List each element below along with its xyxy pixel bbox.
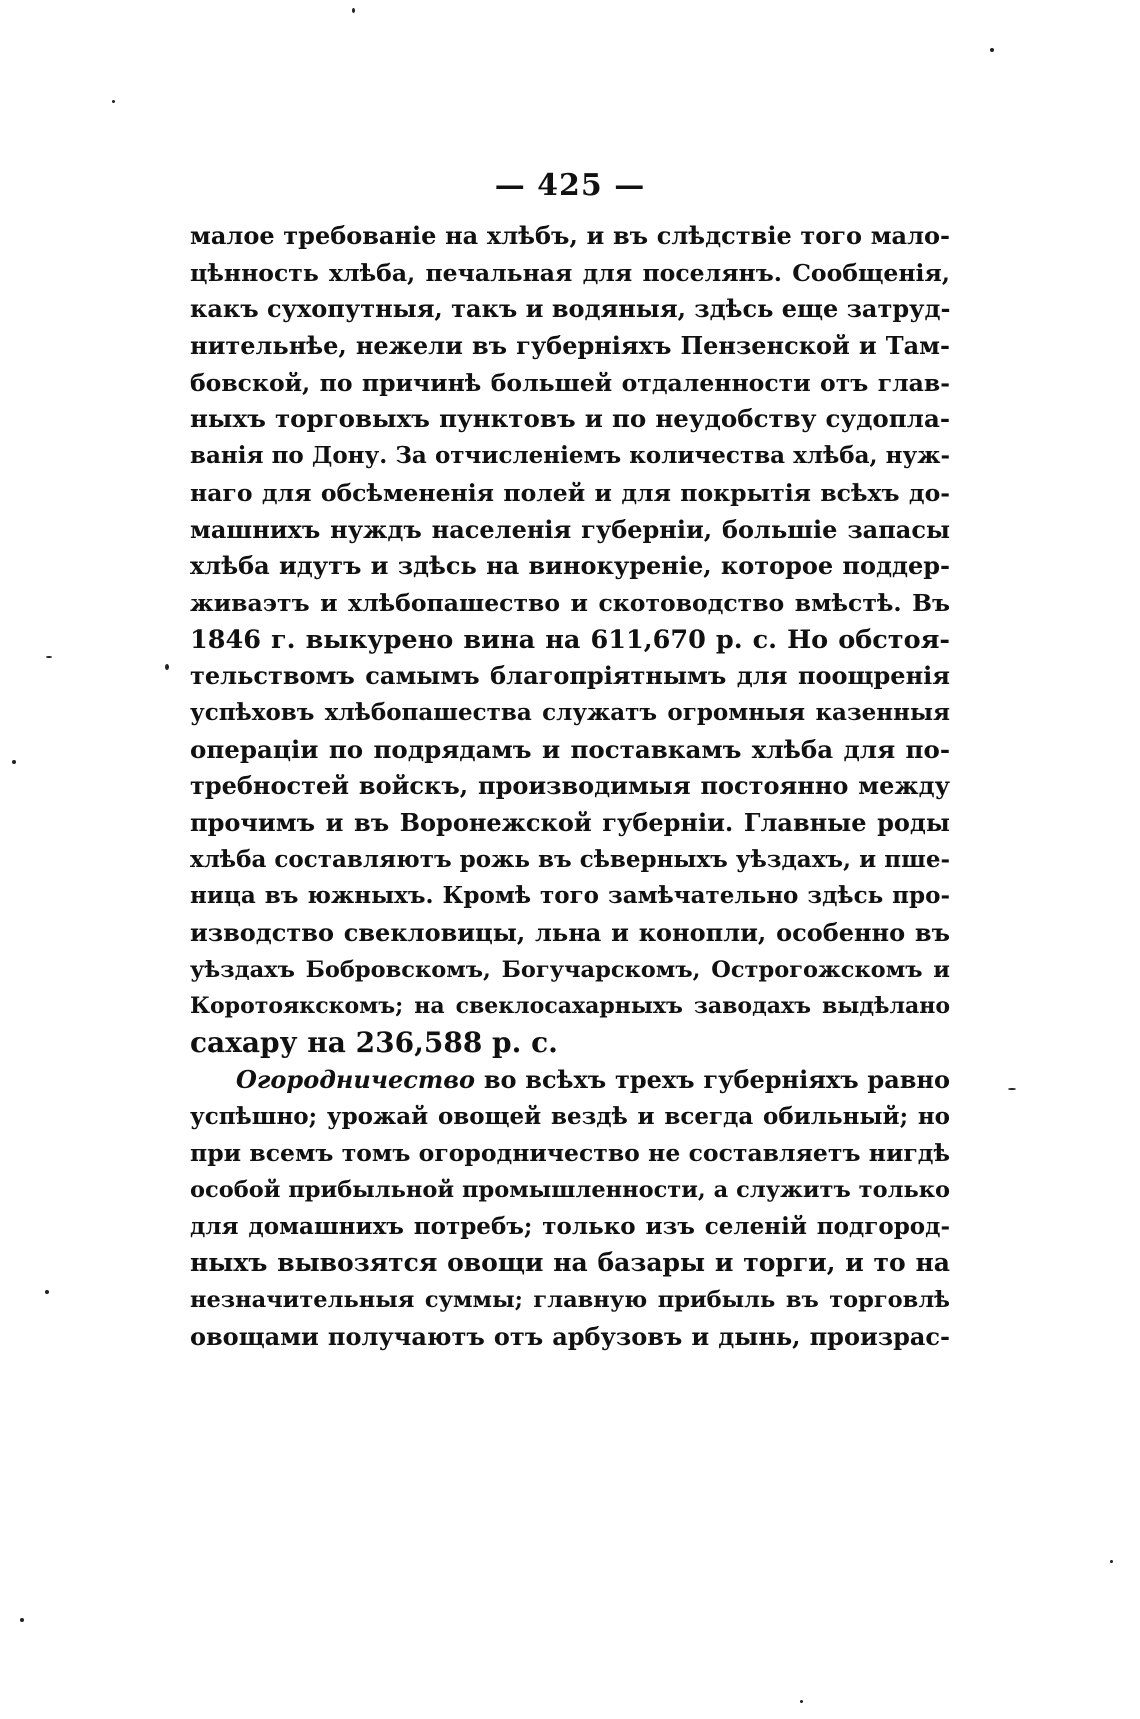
page-number: — 425 — — [494, 168, 646, 203]
text-line: какъ сухопутныя, такъ и водяныя, здѣсь еще затруд- — [190, 294, 950, 324]
text-line: живаэтъ и хлѣбопашество и скотоводство вмѣстѣ. Въ — [190, 588, 950, 617]
text-line: особой прибыльной промышленности, а служитъ только — [190, 1176, 950, 1203]
text-line: хлѣба составляютъ рожь въ сѣверныхъ уѣздахъ, и пше- — [190, 845, 950, 873]
italic-lead-word: Огородничество — [236, 1064, 476, 1094]
text-line: успѣшно; урожай овощей вездѣ и всегда обильный; но — [190, 1102, 950, 1130]
text-line: бовской, по причинѣ большей отдаленности отъ глав- — [190, 368, 950, 397]
text-line: 1846 г. выкурено вина на 611,670 р. с. Но обстоя- — [190, 624, 950, 655]
text-line: хлѣба идутъ и здѣсь на винокуреніе, которое поддер- — [190, 551, 950, 581]
scan-speck — [165, 664, 169, 670]
text-line-first — [190, 1062, 950, 1099]
text-line: незначительныя суммы; главную прибыль въ торговлѣ — [190, 1286, 950, 1313]
scan-speck — [45, 1290, 49, 1294]
scan-speck — [112, 100, 115, 103]
scan-speck — [12, 760, 16, 764]
paragraph-1 — [190, 218, 950, 1062]
text-line: наго для обсѣмененія полей и для покрытія всѣхъ до- — [190, 478, 950, 507]
body-text — [190, 218, 950, 1355]
text-line: уѣздахъ Бобровскомъ, Богучарскомъ, Острогожскомъ и — [190, 956, 950, 983]
scan-speck — [1008, 1088, 1016, 1090]
text-line: операціи по подрядамъ и поставкамъ хлѣба для по- — [190, 734, 950, 764]
scan-speck — [46, 656, 52, 658]
text-line: ванія по Дону. За отчисленіемъ количества хлѣба, нуж- — [190, 442, 950, 470]
scan-speck — [20, 1618, 24, 1622]
text-line: ныхъ торговыхъ пунктовъ и по неудобству судопла- — [190, 404, 950, 434]
text-line: тельствомъ самымъ благопріятнымъ для поощренія — [190, 661, 950, 691]
text-line: Коротоякскомъ; на свеклосахарныхъ заводахъ выдѣлано — [190, 993, 950, 1020]
text-line: ница въ южныхъ. Кромѣ того замѣчательно здѣсь про- — [190, 882, 950, 910]
text-line: для домашнихъ потребъ; только изъ селеній подгород- — [190, 1212, 950, 1240]
text-line: требностей войскъ, производимыя постоянно между — [190, 771, 950, 801]
text-line: ныхъ вывозятся овощи на базары и торги, и то на — [190, 1248, 950, 1278]
paragraph-2 — [190, 1062, 950, 1356]
text-line: малое требованіе на хлѣбъ, и въ слѣдствіе того мало- — [190, 221, 950, 250]
text-line: при всемъ томъ огородничество не составляетъ нигдѣ — [190, 1139, 950, 1168]
text-line: успѣховъ хлѣбопашества служатъ огромныя казенныя — [190, 698, 950, 726]
scan-speck — [800, 1700, 803, 1703]
text-line: цѣнность хлѣба, печальная для поселянъ. Сообщенія, — [190, 258, 950, 287]
scan-speck — [352, 8, 355, 13]
scan-speck — [990, 48, 994, 52]
text-line: прочимъ и въ Воронежской губерніи. Главные роды — [190, 808, 950, 837]
text-line: сахару на 236,588 р. с. — [190, 1026, 558, 1060]
text-line: машнихъ нуждъ населенія губерніи, большіе запасы — [190, 514, 950, 544]
text-line: изводство свекловицы, льна и конопли, особенно въ — [190, 918, 950, 948]
text-line: овощами получаютъ отъ арбузовъ и дынь, произрас- — [190, 1321, 950, 1351]
text-line: нительнѣе, нежели въ губерніяхъ Пензенской и Там- — [190, 331, 950, 361]
text-line-rest: во всѣхъ трехъ губерніяхъ равно — [475, 1064, 950, 1094]
scan-speck — [1110, 1560, 1113, 1563]
